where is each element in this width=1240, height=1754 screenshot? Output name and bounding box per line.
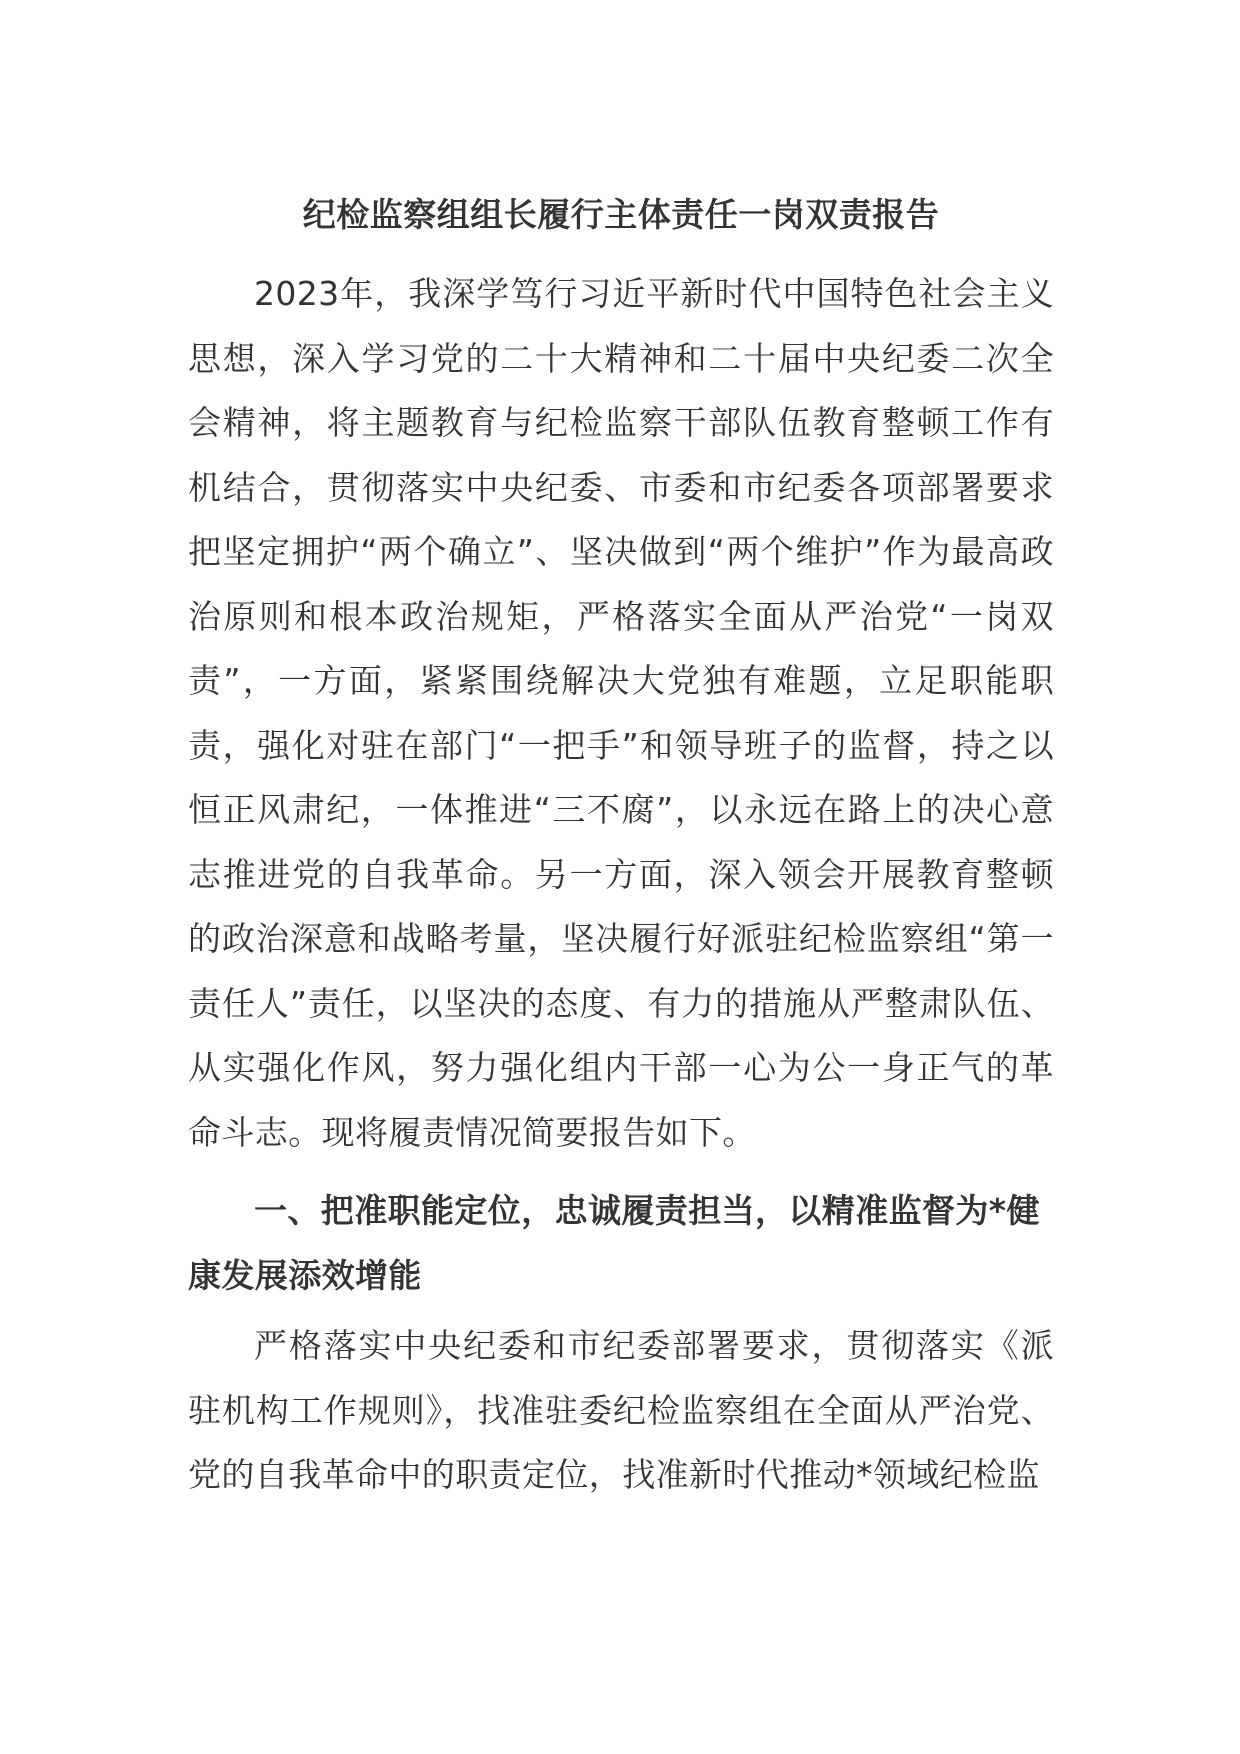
body-paragraph: 2023年，我深学笃行习近平新时代中国特色社会主义思想，深入学习党的二十大精神和二十届中央纪委二次全会精神，将主题教育与纪检监察干部队伍教育整顿工作有机结合，贯彻落实中央纪委、市委和市纪委各项部署要求把坚定拥护“两个确立”、坚决做到“两个维护”作为最高政治原则和根本政治规矩，严格落实全面从严治党“一岗双责”，一方面，紧紧围绕解决大党独有难题，立足职能职责，强化对驻在部门“一把手”和领导班子的监督，持之以恒正风肃纪，一体推进“三不腐”，以永远在路上的决心意志推进党的自我革命。另一方面，深入领会开展教育整顿的政治深意和战略考量，坚决履行好派驻纪检监察组“第一责任人”责任，以坚决的态度、有力的措施从严整肃队伍、从实强化作风，努力强化组内干部一心为公一身正气的革命斗志。现将履责情况简要报告如下。: [188, 274, 1054, 1152]
body-paragraph: 严格落实中央纪委和市纪委部署要求，贯彻落实《派驻机构工作规则》，找准驻委纪检监察组在全面从严治党、党的自我革命中的职责定位，找准新时代推动*领域纪检监: [188, 1326, 1054, 1494]
section-heading: 一、把准职能定位，忠诚履责担当，以精准监督为*健康发展添效增能: [188, 1191, 1040, 1295]
document-title: 纪检监察组组长履行主体责任一岗双责报告: [302, 195, 940, 234]
document-page: [188, 180, 1054, 1508]
